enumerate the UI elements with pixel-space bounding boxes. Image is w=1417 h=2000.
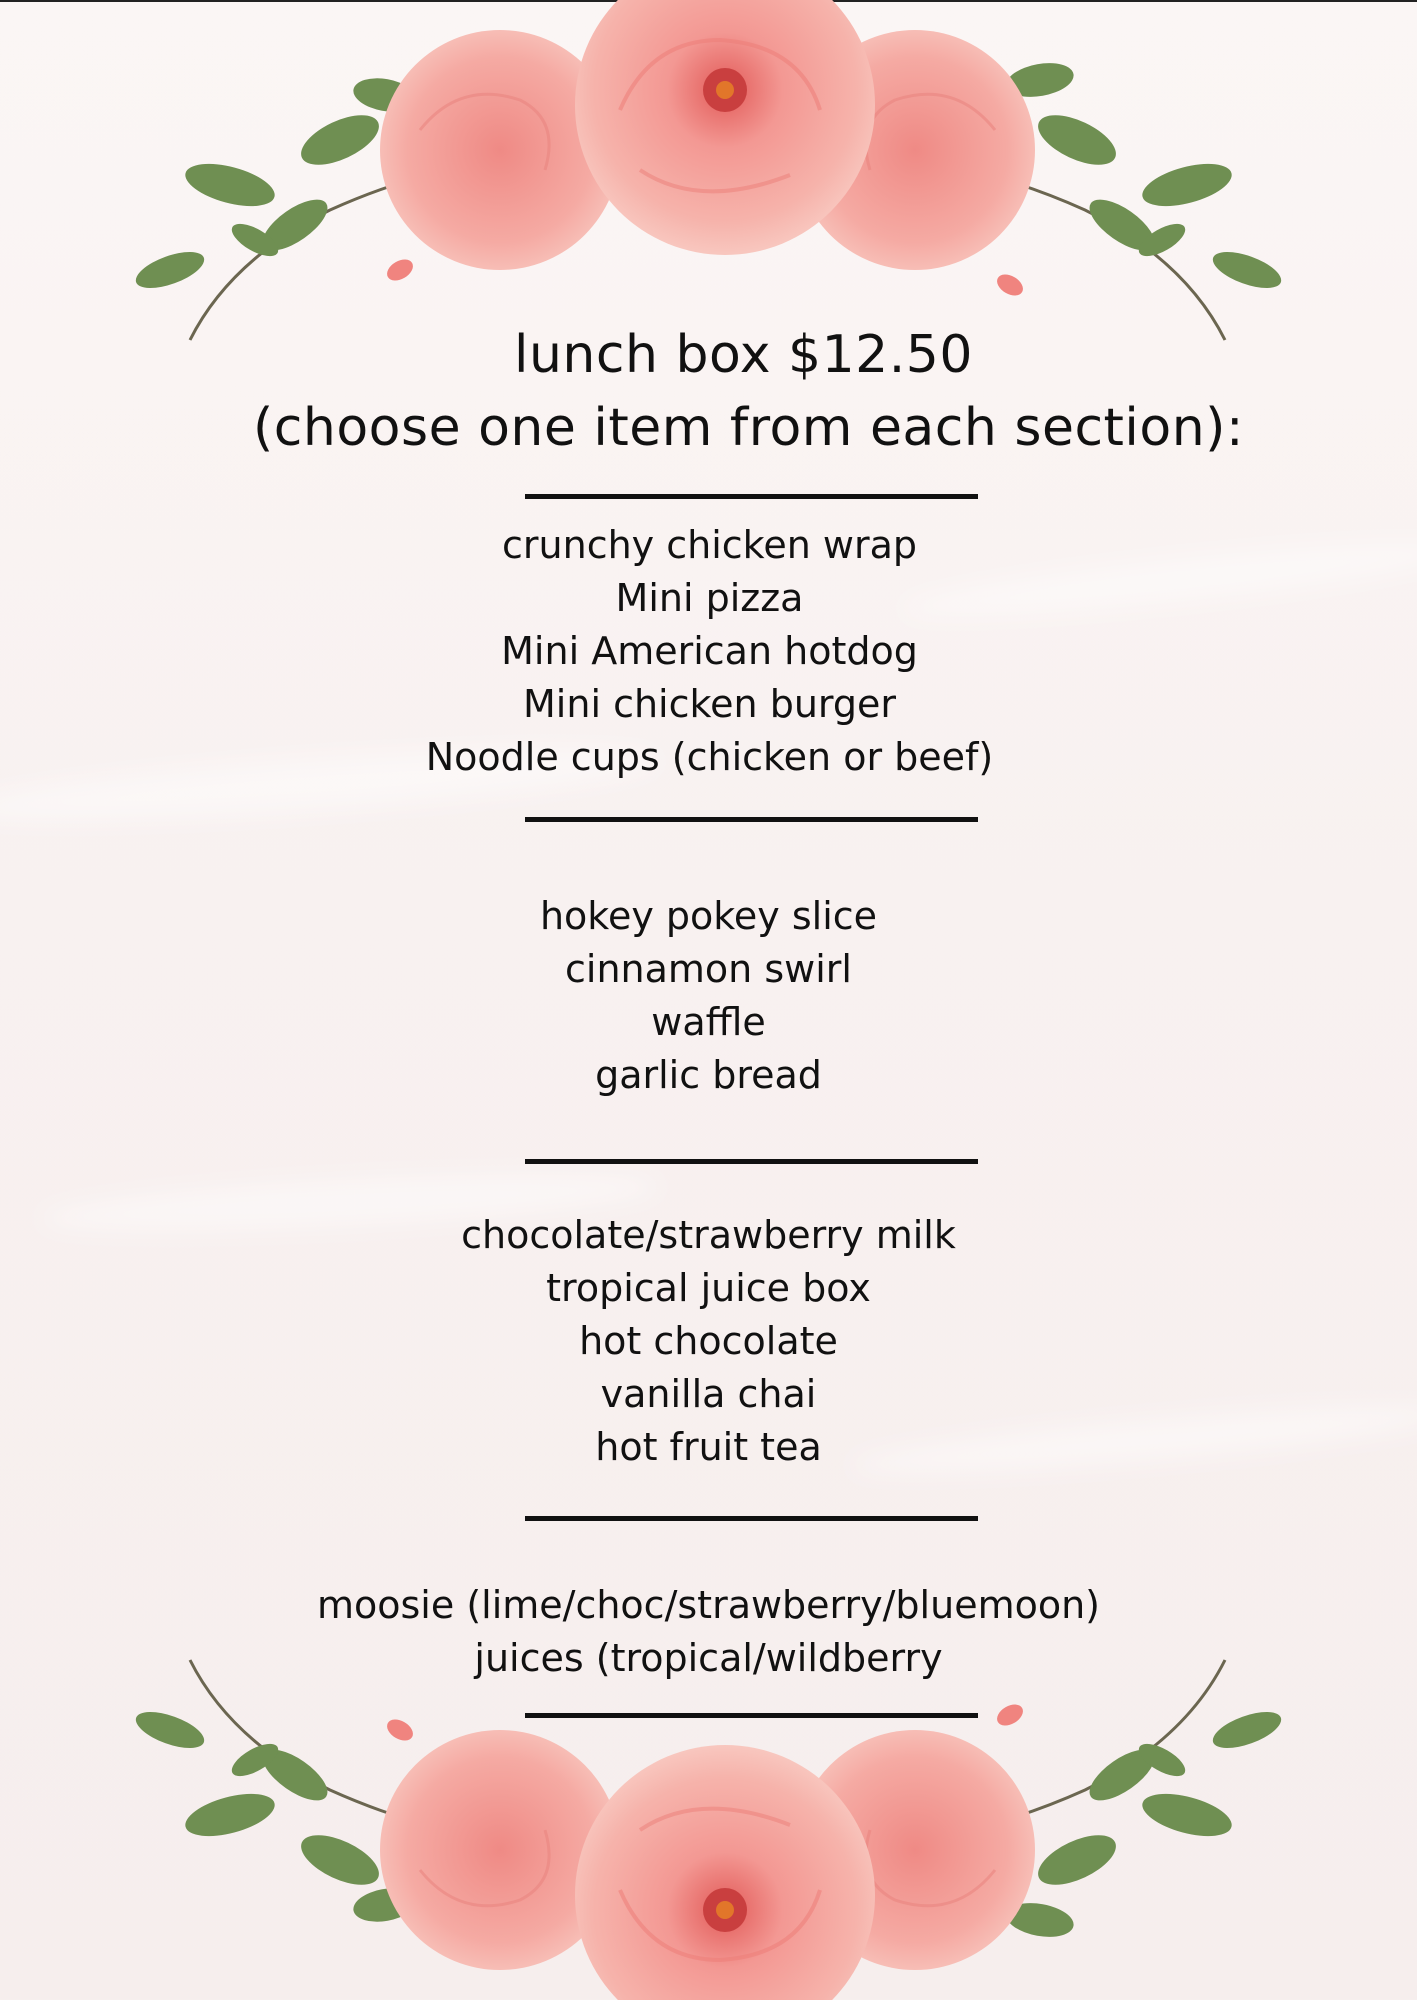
list-item: Mini pizza	[615, 576, 804, 620]
divider	[525, 1516, 978, 1521]
list-item: waffle	[651, 1000, 766, 1044]
list-item: Mini chicken burger	[523, 682, 896, 726]
list-item: hot chocolate	[579, 1319, 838, 1363]
list-item: garlic bread	[595, 1053, 822, 1097]
list-item: tropical juice box	[546, 1266, 871, 1310]
divider	[525, 1159, 978, 1164]
list-item: juices (tropical/wildberry	[474, 1636, 943, 1680]
list-item: crunchy chicken wrap	[502, 523, 917, 567]
list-item: hokey pokey slice	[539, 894, 878, 938]
list-item: Mini American hotdog	[501, 629, 918, 673]
divider	[525, 817, 978, 822]
list-item: moosie (lime/choc/strawberry/bluemoon)	[316, 1583, 1100, 1627]
section-treats	[0, 890, 1417, 1102]
section-mains	[1, 519, 1417, 784]
section-cold-extras	[0, 1579, 1417, 1685]
menu-title-price: lunch box $12.50	[514, 325, 973, 385]
divider	[525, 494, 978, 499]
list-item: cinnamon swirl	[565, 947, 852, 991]
list-item: vanilla chai	[600, 1372, 817, 1416]
list-item: Noodle cups (chicken or beef)	[425, 735, 994, 779]
menu-instructions: (choose one item from each section):	[253, 398, 1244, 458]
list-item: hot fruit tea	[595, 1425, 822, 1469]
list-item: chocolate/strawberry milk	[461, 1213, 956, 1257]
section-drinks	[0, 1209, 1417, 1474]
divider	[525, 1713, 978, 1718]
